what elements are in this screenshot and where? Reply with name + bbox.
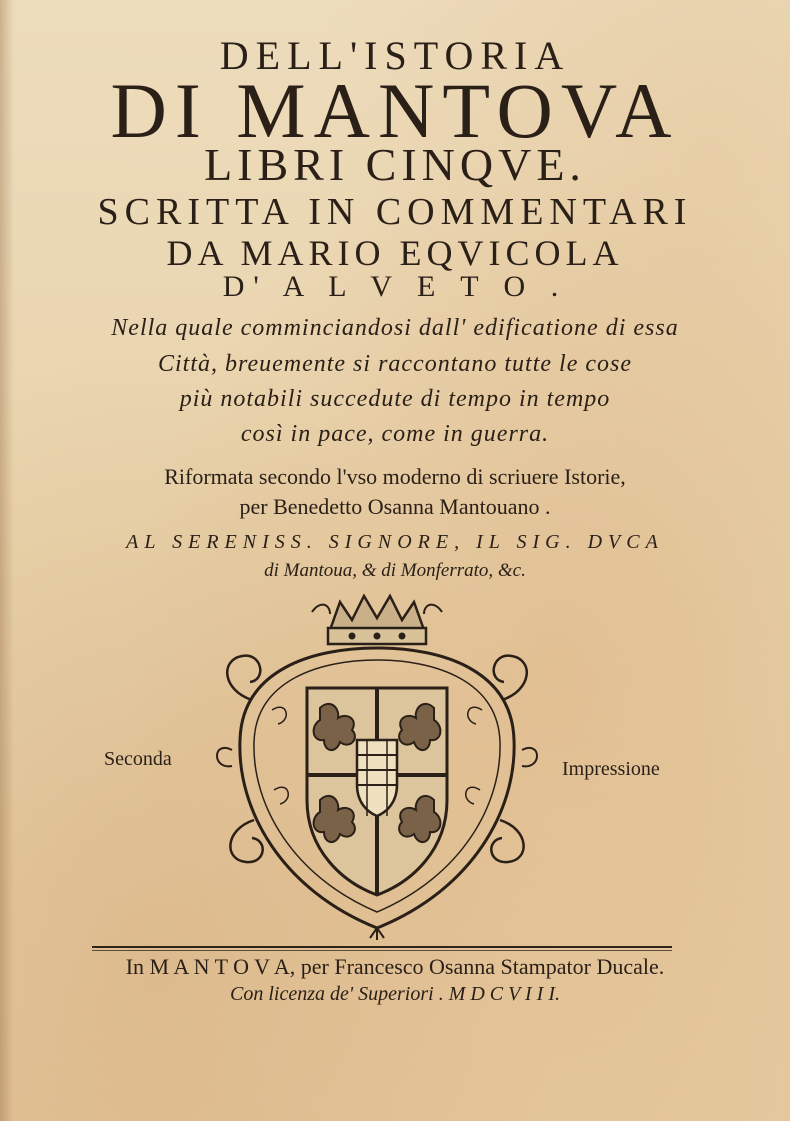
imprint-rule-thin <box>92 950 672 951</box>
description-line-2: Città, breuemente si raccontano tutte le cose <box>157 351 632 377</box>
author-line: DA MARIO EQVICOLA <box>166 233 624 273</box>
description-line-3: più notabili succedute di tempo in tempo <box>179 386 611 412</box>
title-line-1: DELL'ISTORIA <box>219 33 571 78</box>
coat-of-arms-icon <box>212 590 542 940</box>
reform-line-2: per Benedetto Osanna Mantouano . <box>239 494 551 519</box>
description-line-4: così in pace, come in guerra. <box>240 421 550 447</box>
description-line-1: Nella quale comminciandosi dall' edificatione di essa <box>111 315 679 341</box>
reform-line-1: Riformata secondo l'vso moderno di scriuere Istorie, <box>164 464 626 489</box>
title-line-3: LIBRI CINQVE. <box>204 139 586 190</box>
title-main: DI MANTOVA <box>110 67 680 154</box>
imprint-rule <box>92 946 672 948</box>
edition-label-left: Seconda <box>104 748 172 770</box>
imprint-line-1: In M A N T O V A, per Francesco Osanna Stampator Ducale. <box>125 954 665 979</box>
edition-label-right: Impressione <box>562 758 660 780</box>
dedication-line-2: di Mantoua, & di Monferrato, &c. <box>264 560 526 581</box>
author-origin-line: D' A L V E T O . <box>222 270 568 303</box>
dedication-line-1: AL SERENISS. SIGNORE, IL SIG. DVCA <box>126 531 664 553</box>
imprint-line-2: Con licenza de' Superiori . M D C V I I I. <box>230 983 560 1005</box>
title-line-4: SCRITTA IN COMMENTARI <box>97 191 693 233</box>
